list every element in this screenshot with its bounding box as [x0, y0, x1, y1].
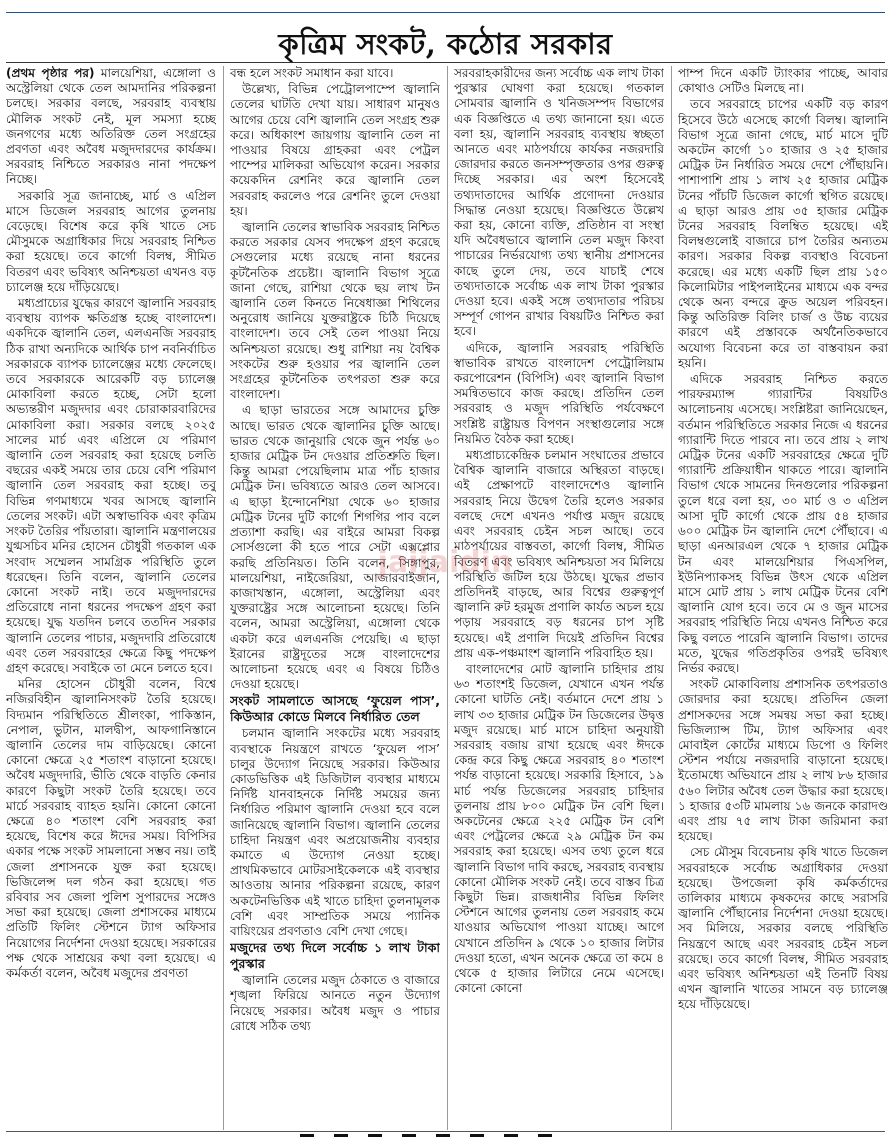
- paragraph-text: পাম্প দিনে একটি ট্যাংকার পাচ্ছে, আবার কোথাও সেটিও মিলছে না।: [678, 66, 888, 96]
- paragraph-text: সরবরাহকারীদের জন্য সর্বোচ্চ এক লাখ টাকা পুরস্কার ঘোষণা করা হয়েছে। গতকাল সোমবার জ্বালানি ও খনিজসম্পদ বিভাগের এক বিজ্ঞপ্তিতে এ তথ্য জানানো হয়। এতে বলা হয়, জ্বালানি সরবরাহ ব্যবস্থায় স্বচ্ছতা আনতে এবং মাঠপর্যায়ে কার্যকর নজরদারি জোরদার করতে জনসম্পৃক্ততার ওপর গুরুত্ব দিচ্ছে সরকার। এর অংশ হিসেবেই তথ্যদাতাদের আর্থিক প্রণোদনা দেওয়ার সিদ্ধান্ত নেওয়া হয়েছে। বিজ্ঞপ্তিতে উল্লেখ করা হয়, কোনো ব্যক্তি, প্রতিষ্ঠান বা সংস্থা যদি অবৈধভাবে জ্বালানি তেল মজুদ কিংবা পাচারের নির্ভরযোগ্য তথ্য স্থানীয় প্রশাসনের কাছে তুলে দেয়, তবে যাচাই শেষে তথ্যদাতাকে সর্বোচ্চ এক লাখ টাকা পুরস্কার দেওয়া হবে। একই সঙ্গে তথ্যদাতার পরিচয় সম্পূর্ণ গোপন রাখার বিষয়টিও নিশ্চিত করা হবে।: [454, 66, 664, 339]
- paragraph: [678, 677, 888, 844]
- paragraph-text: বন্ধ হলে সংকট সমাধান করা যাবে।: [230, 66, 394, 80]
- paragraph: [6, 66, 216, 188]
- article-column-2: [230, 66, 440, 1130]
- paragraph: [230, 220, 440, 402]
- paragraph-text: চলমান জ্বালানি সংকটের মধ্যে সরবরাহ ব্যবস্থাকে নিয়ন্ত্রণে রাখতে ‘ফুয়েল পাস’ চালুর উদ্যোগ নিয়েছে সরকার। কিউআর কোডভিত্তিক এই ডিজিটাল ব্যবস্থার মাধ্যমে নির্দিষ্ট যানবাহনকে নির্দিষ্ট সময়ের জন্য নির্ধারিত পরিমাণ জ্বালানি দেওয়া হবে বলে জানিয়েছে জ্বালানি বিভাগ। জ্বালানি তেলের চাহিদা নিয়ন্ত্রণ এবং অপ্রয়োজনীয় ব্যবহার কমাতে এ উদ্যোগ নেওয়া হচ্ছে। প্রাথমিকভাবে মোটরসাইকেলকে এই ব্যবস্থার আওতায় আনার পরিকল্পনা রয়েছে, কারণ অকটেনভিত্তিক এই খাতে চাহিদা তুলনামূলক বেশি এবং সাম্প্রতিক সময়ে প্যানিক বায়িংয়ের প্রবণতাও বেশি দেখা গেছে।: [230, 726, 440, 938]
- paragraph-text: সংকট মোকাবিলায় প্রশাসনিক তৎপরতাও জোরদার করা হয়েছে। প্রতিদিন জেলা প্রশাসকদের সঙ্গে সমন্বয় সভা করা হচ্ছে। ভিজিল্যান্স টিম, ট্যাগ অফিসার এবং মোবাইল কোর্টের মাধ্যমে ডিপো ও ফিলিং স্টেশন পর্যায়ে নজরদারি বাড়ানো হয়েছে। ইতোমধ্যে অভিযানে প্রায় ২ লাখ ৮৬ হাজার ৫৬০ লিটার অবৈধ তেল উদ্ধার করা হয়েছে। ১ হাজার ৫৩টি মামলায় ১৬ জনকে কারাদণ্ড এবং প্রায় ৭৫ লাখ টাকা জরিমানা করা হয়েছে।: [678, 677, 888, 844]
- paragraph: [6, 296, 216, 676]
- paragraph-text: উল্লেখ্য, বিভিন্ন পেট্রোলপাম্পে জ্বালানি তেলের ঘাটতি দেখা যায়। সাধারণ মানুষও আগের চেয়ে বেশি জ্বালানি তেল সংগ্রহ শুরু করে। অধিকাংশ জায়গায় জ্বালানি তেল না পাওয়ার বিষয়ে গ্রাহকরা এবং পেট্রল পাম্পের মালিকরা অভিযোগ করেন। সরকার কয়েকদিন রেশনিং করে জ্বালানি তেল সরবরাহ করলেও পরে রেশনিং তুলে দেওয়া হয়।: [230, 82, 440, 218]
- top-rule: [6, 0, 885, 13]
- next-headline-fragment: [300, 1134, 600, 1147]
- paragraph: [6, 677, 216, 981]
- paragraph: [678, 845, 888, 1012]
- bottom-rule: [6, 1131, 885, 1132]
- watermark-logo: jaijaidin: [377, 545, 513, 580]
- continuation-marker: (প্রথম পৃষ্ঠার পর): [6, 66, 95, 80]
- paragraph: [678, 97, 888, 371]
- paragraph: [230, 82, 440, 219]
- paragraph-text: তবে সরবরাহে চাপের একটি বড় কারণ হিসেবে উঠে এসেছে কার্গো বিলম্ব। জ্বালানি বিভাগ সূত্রে জানা গেছে, মার্চ মাসে দুটি অকটেন কার্গো ১০ হাজার ও ২৫ হাজার মেট্রিক টন নির্ধারিত সময়ে দেশে পৌঁছায়নি। পাশাপাশি প্রায় ১ লাখ ২৫ হাজার মেট্রিক টনের পাঁচটি ডিজেল কার্গো স্থগিত রয়েছে। এ ছাড়া আরও প্রায় ৩৫ হাজার মেট্রিক টনের সরবরাহ বিলম্বিত হয়েছে। এই বিলম্বগুলোই বাজারে চাপ তৈরির অন্যতম কারণ। সরকার বিকল্প ব্যবস্থাও বিবেচনা করেছে। এর মধ্যে একটি ছিল প্রায় ১৫০ কিলোমিটার পাইপলাইনের মাধ্যমে এক বন্দর থেকে অন্য বন্দরে ক্রুড অয়েল পরিবহন। কিন্তু অতিরিক্ত বিলিং চার্জ ও উচ্চ ব্যয়ের কারণে এই প্রস্তাবকে অর্থনৈতিকভাবে অযোগ্য বিবেচনা করে তা বাস্তবায়ন করা হয়নি।: [678, 97, 888, 370]
- paragraph-text: সেচ মৌসুম বিবেচনায় কৃষি খাতে ডিজেল সরবরাহকে সর্বোচ্চ অগ্রাধিকার দেওয়া হয়েছে। উপজেলা কৃষি কর্মকর্তাদের তালিকার মাধ্যমে কৃষকদের কাছে সরাসরি জ্বালানি পৌঁছানোর নির্দেশনা দেওয়া হয়েছে। সব মিলিয়ে, সরকার বলছে পরিস্থিতি নিয়ন্ত্রণে আছে এবং সরবরাহ চেইন সচল রয়েছে। তবে কার্গো বিলম্ব, সীমিত সরবরাহ এবং ভবিষ্যৎ অনিশ্চয়তা এই তিনটি বিষয় এখন জ্বালানি খাতের সামনে বড় চ্যালেঞ্জ হয়ে দাঁড়িয়েছে।: [678, 845, 888, 1012]
- paragraph: [230, 973, 440, 1034]
- paragraph: [230, 66, 440, 81]
- column-divider: [671, 66, 672, 1130]
- paragraph: [678, 66, 888, 96]
- column-divider: [447, 66, 448, 1130]
- paragraph-text: জ্বালানি তেলের মজুদ ঠেকাতে ও বাজারে শৃঙ্খলা ফিরিয়ে আনতে নতুন উদ্যোগ নিয়েছে সরকার। অবৈধ মজুদ ও পাচার রোধে সঠিক তথ্য: [230, 973, 440, 1033]
- article-column-1: [6, 66, 216, 1130]
- paragraph: [454, 66, 664, 340]
- paragraph-text: মনির হোসেন চৌধুরী বলেন, বিশ্বে নজিরবিহীন জ্বালানিসংকট তৈরি হয়েছে। বিদ্যমান পরিস্থিতিতে শ্রীলংকা, পাকিস্তান, নেপাল, ভুটান, মালদ্বীপ, আফগানিস্তানে জ্বালানি তেলের দাম বাড়িয়েছে। কোনো কোনো ক্ষেত্রে ২৫ শতাংশ বাড়ানো হয়েছে। অবৈধ মজুদদারি, ভীতি থেকে বাড়তি কেনার কারণে কিছুটা সংকট তৈরি হয়েছে। তবে মার্চে সরবরাহ ব্যাহত হয়নি। কোনো কোনো ক্ষেত্রে ৪০ শতাংশ বেশি সরবরাহ করা হয়েছে, বিশেষ করে ঈদের সময়। বিপিসির একার পক্ষে সংকট সামলানো সম্ভব নয়। তাই জেলা প্রশাসনকে যুক্ত করা হয়েছে। ভিজিলেন্স দল গঠন করা হয়েছে। গত রবিবার সব জেলা পুলিশ সুপারদের সঙ্গেও সভা করা হয়েছে। জেলা প্রশাসকের মাধ্যমে প্রতিটি ফিলিং স্টেশনে ট্যাগ অফিসার নিয়োগের নির্দেশনা দেওয়া হয়েছে। সরকারের পক্ষ থেকে সাশ্রয়ের কথা বলা হয়েছে। এ কর্মকর্তা বলেন, অবৈধ মজুদের প্রবণতা: [6, 677, 216, 980]
- paragraph: [454, 662, 664, 996]
- paragraph: [454, 341, 664, 447]
- paragraph-text: মধ্যপ্রাচ্যকেন্দ্রিক চলমান সংঘাতের প্রভাবে বৈশ্বিক জ্বালানি বাজারে অস্থিরতা বাড়ছে। এই প্রেক্ষাপটে বাংলাদেশেও জ্বালানি সরবরাহ নিয়ে উদ্বেগ তৈরি হলেও সরকার বলছে দেশে এখনও পর্যাপ্ত মজুদ রয়েছে এবং সরবরাহ চেইন সচল আছে। তবে মাঠপর্যায়ের বাস্তবতা, কার্গো বিলম্ব, সীমিত বিতরণ এবং ভবিষ্যৎ অনিশ্চয়তা সব মিলিয়ে পরিস্থিতি জটিল হয়ে উঠছে। যুদ্ধের প্রভাব প্রতিদিনই বাড়ছে, আর বিশ্বের গুরুত্বপূর্ণ জ্বালানি রুট হরমুজ প্রণালি কার্যত অচল হয়ে পড়ায় সরবরাহে বড় ধরনের চাপ সৃষ্টি হয়েছে। এই প্রণালি দিয়েই প্রতিদিন বিশ্বের প্রায় এক-পঞ্চমাংশ জ্বালানি পরিবাহিত হয়।: [454, 448, 664, 660]
- headline-divider: [6, 62, 885, 63]
- article-column-3: [454, 66, 664, 1130]
- paragraph: [678, 372, 888, 676]
- paragraph-text: জ্বালানি তেলের স্বাভাবিক সরবরাহ নিশ্চিত করতে সরকার যেসব পদক্ষেপ গ্রহণ করেছে সেগুলোর মধ্যে রয়েছে নানা ধরনের কূটনৈতিক প্রচেষ্টা। জ্বালানি বিভাগ সূত্রে জানা গেছে, রাশিয়া থেকে ছয় লাখ টন জ্বালানি তেল কিনতে নিষেধাজ্ঞা শিথিলের অনুরোধ জানিয়ে যুক্তরাষ্ট্রকে চিঠি দিয়েছে বাংলাদেশ। তবে সেই তেল পাওয়া নিয়ে অনিশ্চয়তা রয়েছে। শুধু রাশিয়া নয় বৈশ্বিক সংকটের শুরু হওয়ার পর জ্বালানি তেল সংগ্রহের কূটনৈতিক তৎপরতা শুরু করে বাংলাদেশ।: [230, 220, 440, 402]
- paragraph-text: এ ছাড়া ভারতের সঙ্গে আমাদের চুক্তি আছে। ভারত থেকে জ্বালানির চুক্তি আছে। ভারত থেকে জানুয়ারি থেকে জুন পর্যন্ত ৬০ হাজার মেট্রিক টন দেওয়ার প্রতিশ্রুতি ছিল। কিন্তু আমরা পেয়েছিলাম মাত্র পাঁচ হাজার মেট্রিক টন। ভবিষ্যতে আরও তেল আসবে। এ ছাড়া ইন্দোনেশিয়া থেকে ৬০ হাজার মেট্রিক টনের দুটি কার্গো শিগগির পাব বলে প্রত্যাশা করছি। এর বাইরে আমরা বিকল্প সোর্সগুলো কী হতে পারে সেটা এক্সপ্লোর করছি প্রতিনিয়ত। তিনি বলেন, সিঙ্গাপুর, মালয়েশিয়া, নাইজেরিয়া, আজারবাইজান, কাজাখস্তান, এঙ্গোলা, অস্ট্রেলিয়া এবং যুক্তরাষ্ট্রের সঙ্গে আলোচনা হয়েছে। তিনি বলেন, আমরা অস্ট্রেলিয়া, এঙ্গোলা থেকে একটা করে এলএনজি পেয়েছি। এ ছাড়া ইরানের রাষ্ট্রদূতের সঙ্গে বাংলাদেশের আলোচনা হয়েছে এবং এ বিষয়ে চিঠিও দেওয়া হয়েছে।: [230, 403, 440, 692]
- paragraph-text: বাংলাদেশের মোট জ্বালানি চাহিদার প্রায় ৬৩ শতাংশই ডিজেল, যেখানে এখন পর্যন্ত কোনো ঘাটতি নেই। বর্তমানে দেশে প্রায় ১ লাখ ৩৩ হাজার মেট্রিক টন ডিজেলের উদ্বৃত্ত মজুদ রয়েছে। মার্চ মাসে চাহিদা অনুযায়ী সরবরাহ বজায় রাখা হয়েছে এবং ঈদকে কেন্দ্র করে কিছু ক্ষেত্রে সরবরাহ ৪০ শতাংশ পর্যন্ত বাড়ানো হয়েছে। সরকারি হিসাবে, ১৯ মার্চ পর্যন্ত ডিজেলের সরবরাহ চাহিদার তুলনায় প্রায় ৮০০ মেট্রিক টন বেশি ছিল। অকটেনের ক্ষেত্রে ২২৫ মেট্রিক টন বেশি এবং পেট্রলের ক্ষেত্রে ২৯ মেট্রিক টন কম সরবরাহ করা হয়েছে। এসব তথ্য তুলে ধরে জ্বালানি বিভাগ দাবি করছে, সরবরাহ ব্যবস্থায় কোনো মৌলিক সংকট নেই। তবে বাস্তব চিত্র কিছুটা ভিন্ন। রাজধানীর বিভিন্ন ফিলিং স্টেশনে আগের তুলনায় তেল সরবরাহ কমে যাওয়ার অভিযোগ পাওয়া যাচ্ছে। আগে যেখানে প্রতিদিন ৯ থেকে ১০ হাজার লিটার দেওয়া হতো, এখন অনেক ক্ষেত্রে তা কমে ৪ থেকে ৫ হাজার লিটারে নেমে এসেছে। কোনো কোনো: [454, 661, 664, 996]
- paragraph-text: মধ্যপ্রাচ্যের যুদ্ধের কারণে জ্বালানি সরবরাহ ব্যবস্থায় ব্যাপক ক্ষতিগ্রস্ত হচ্ছে বাংলাদেশ। একদিকে জ্বালানি তেল, এলএনজি সরবরাহ ঠিক রাখা অন্যদিকে আর্থিক চাপ নবনির্বাচিত সরকারকে ব্যাপক চ্যালেঞ্জের মধ্যে ফেলেছে। তবে সরকারকে আরেকটি বড় চ্যালেঞ্জ মোকাবিলা করতে হচ্ছে, সেটা হলো অভ্যন্তরীণ মজুদদার এবং চোরাকারবারিদের মোকাবিলা করা। সরকার বলছে ২০২৫ সালের মার্চ এবং এপ্রিলে যে পরিমাণ জ্বালানি তেল সরবরাহ করা হয়েছে চলতি বছরের একই সময়ে তার চেয়ে বেশি পরিমাণ জ্বালানি তেল সরবরাহ করা হচ্ছে। তবু বিভিন্ন গণমাধ্যমে খবর আসছে জ্বালানি তেলের সংকট। এটা অস্বাভাবিক এবং কৃত্রিম সংকট তৈরির পাঁয়তারা। জ্বালানি মন্ত্রণালয়ের যুগ্মসচিব মনির হোসেন চৌধুরী গতকাল এক সংবাদ সম্মেলন সামগ্রিক পরিস্থিতি তুলে ধরেছেন। তিনি বলেন, জ্বালানি তেলের কোনো সংকট নাই। তবে মজুদদারদের প্রতিরোধে নানা ধরনের পদক্ষেপ গ্রহণ করা হয়েছে। যুদ্ধ যতদিন চলবে ততদিন সরকার জ্বালানি তেলের পাচার, মজুদদারি প্রতিরোধে এবং তেল সরবরাহের ক্ষেত্রে কিছু পদক্ষেপ গ্রহণ করেছে। সবাইকে তা মেনে চলতে হবে।: [6, 296, 216, 675]
- paragraph-text: এদিকে, জ্বালানি সরবরাহ পরিস্থিতি স্বাভাবিক রাখতে বাংলাদেশ পেট্রোলিয়াম করপোরেশন (বিপিসি) এবং জ্বালানি বিভাগ সমন্বিতভাবে কাজ করছে। প্রতিদিন তেল সরবরাহ ও মজুদ পরিস্থিতি পর্যবেক্ষণে সংশ্লিষ্ট রাষ্ট্রায়ত্ত বিপণন সংস্থাগুলোর সঙ্গে নিয়মিত বৈঠক করা হচ্ছে।: [454, 340, 664, 446]
- paragraph-text: সরকারি সূত্র জানাচ্ছে, মার্চ ও এপ্রিল মাসে ডিজেল সরবরাহ আগের তুলনায় বেড়েছে। বিশেষ করে কৃষি খাতে সেচ মৌসুমকে অগ্রাধিকার দিয়ে সরবরাহ নিশ্চিত করা হয়েছে। তবে কার্গো বিলম্ব, সীমিত বিতরণ এবং ভবিষ্যৎ অনিশ্চয়তা এখনও বড় চ্যালেঞ্জ হয়ে দাঁড়িয়েছে।: [6, 188, 216, 294]
- article-column-4: [678, 66, 888, 1130]
- column-divider: [223, 66, 224, 1130]
- article-columns: [6, 66, 886, 1130]
- paragraph: [6, 189, 216, 295]
- paragraph-text: মালয়েশিয়া, এঙ্গোলা ও অস্ট্রেলিয়া থেকে তেল আমদানির পরিকল্পনা চলছে। সরকার বলছে, সরবরাহ ব্যবস্থায় মৌলিক সংকট নেই, মূল সমস্যা হচ্ছে জনগণের মধ্যে অতিরিক্ত তেল সংগ্রহের প্রবণতা এবং অবৈধ মজুদদারদের কার্যক্রম। সরবরাহ নিশ্চিতে সরকারও নানা পদক্ষেপ নিচ্ছে।: [6, 66, 216, 187]
- subheading: মজুদের তথ্য দিলে সর্বোচ্চ ১ লাখ টাকা পুরস্কার: [230, 940, 440, 972]
- headline: কৃত্রিম সংকট, কঠোর সরকার: [278, 27, 613, 61]
- subheading: সংকট সামলাতে আসছে ‘ফুয়েল পাস’, কিউআর কোডে মিলবে নির্ধারিত তেল: [230, 693, 440, 725]
- paragraph: [230, 726, 440, 939]
- paragraph-text: এদিকে সরবরাহ নিশ্চিত করতে পারফরম্যান্স গ্যারান্টির বিষয়টিও আলোচনায় এসেছে। সংশ্লিষ্টরা জানিয়েছেন, বর্তমান পরিস্থিতিতে সরকার নিজে এ ধরনের গ্যারান্টি দিতে পারবে না। তবে প্রায় ২ লাখ মেট্রিক টনের একটি সরবরাহের ক্ষেত্রে দুটি গ্যারান্টি প্রক্রিয়াধীন থাকতে পারে। জ্বালানি বিভাগ থেকে সামনের দিনগুলোর পরিকল্পনা তুলে ধরে বলা হয়, ৩০ মার্চ ও ৩ এপ্রিল আসা দুটি কার্গো থেকে প্রায় ৫৪ হাজার ৬০০ মেট্রিক টন জ্বালানি দেশে পৌঁছাবে। এ ছাড়া এনআরএল থেকে ৭ হাজার মেট্রিক টন এবং মালয়েশিয়ার পিএসপিল, ইউনিপ্যাকসহ বিভিন্ন উৎস থেকে এপ্রিল মাসে মোট প্রায় ১ লাখ মেট্রিক টনের বেশি জ্বালানি যোগ হবে। তবে মে ও জুন মাসের সরবরাহ পরিস্থিতি নিয়ে এখনও নিশ্চিত করে কিছু বলতে পারেনি জ্বালানি বিভাগ। তাদের মতে, যুদ্ধের গতিপ্রকৃতির ওপরই ভবিষ্যৎ নির্ভর করছে।: [678, 372, 888, 675]
